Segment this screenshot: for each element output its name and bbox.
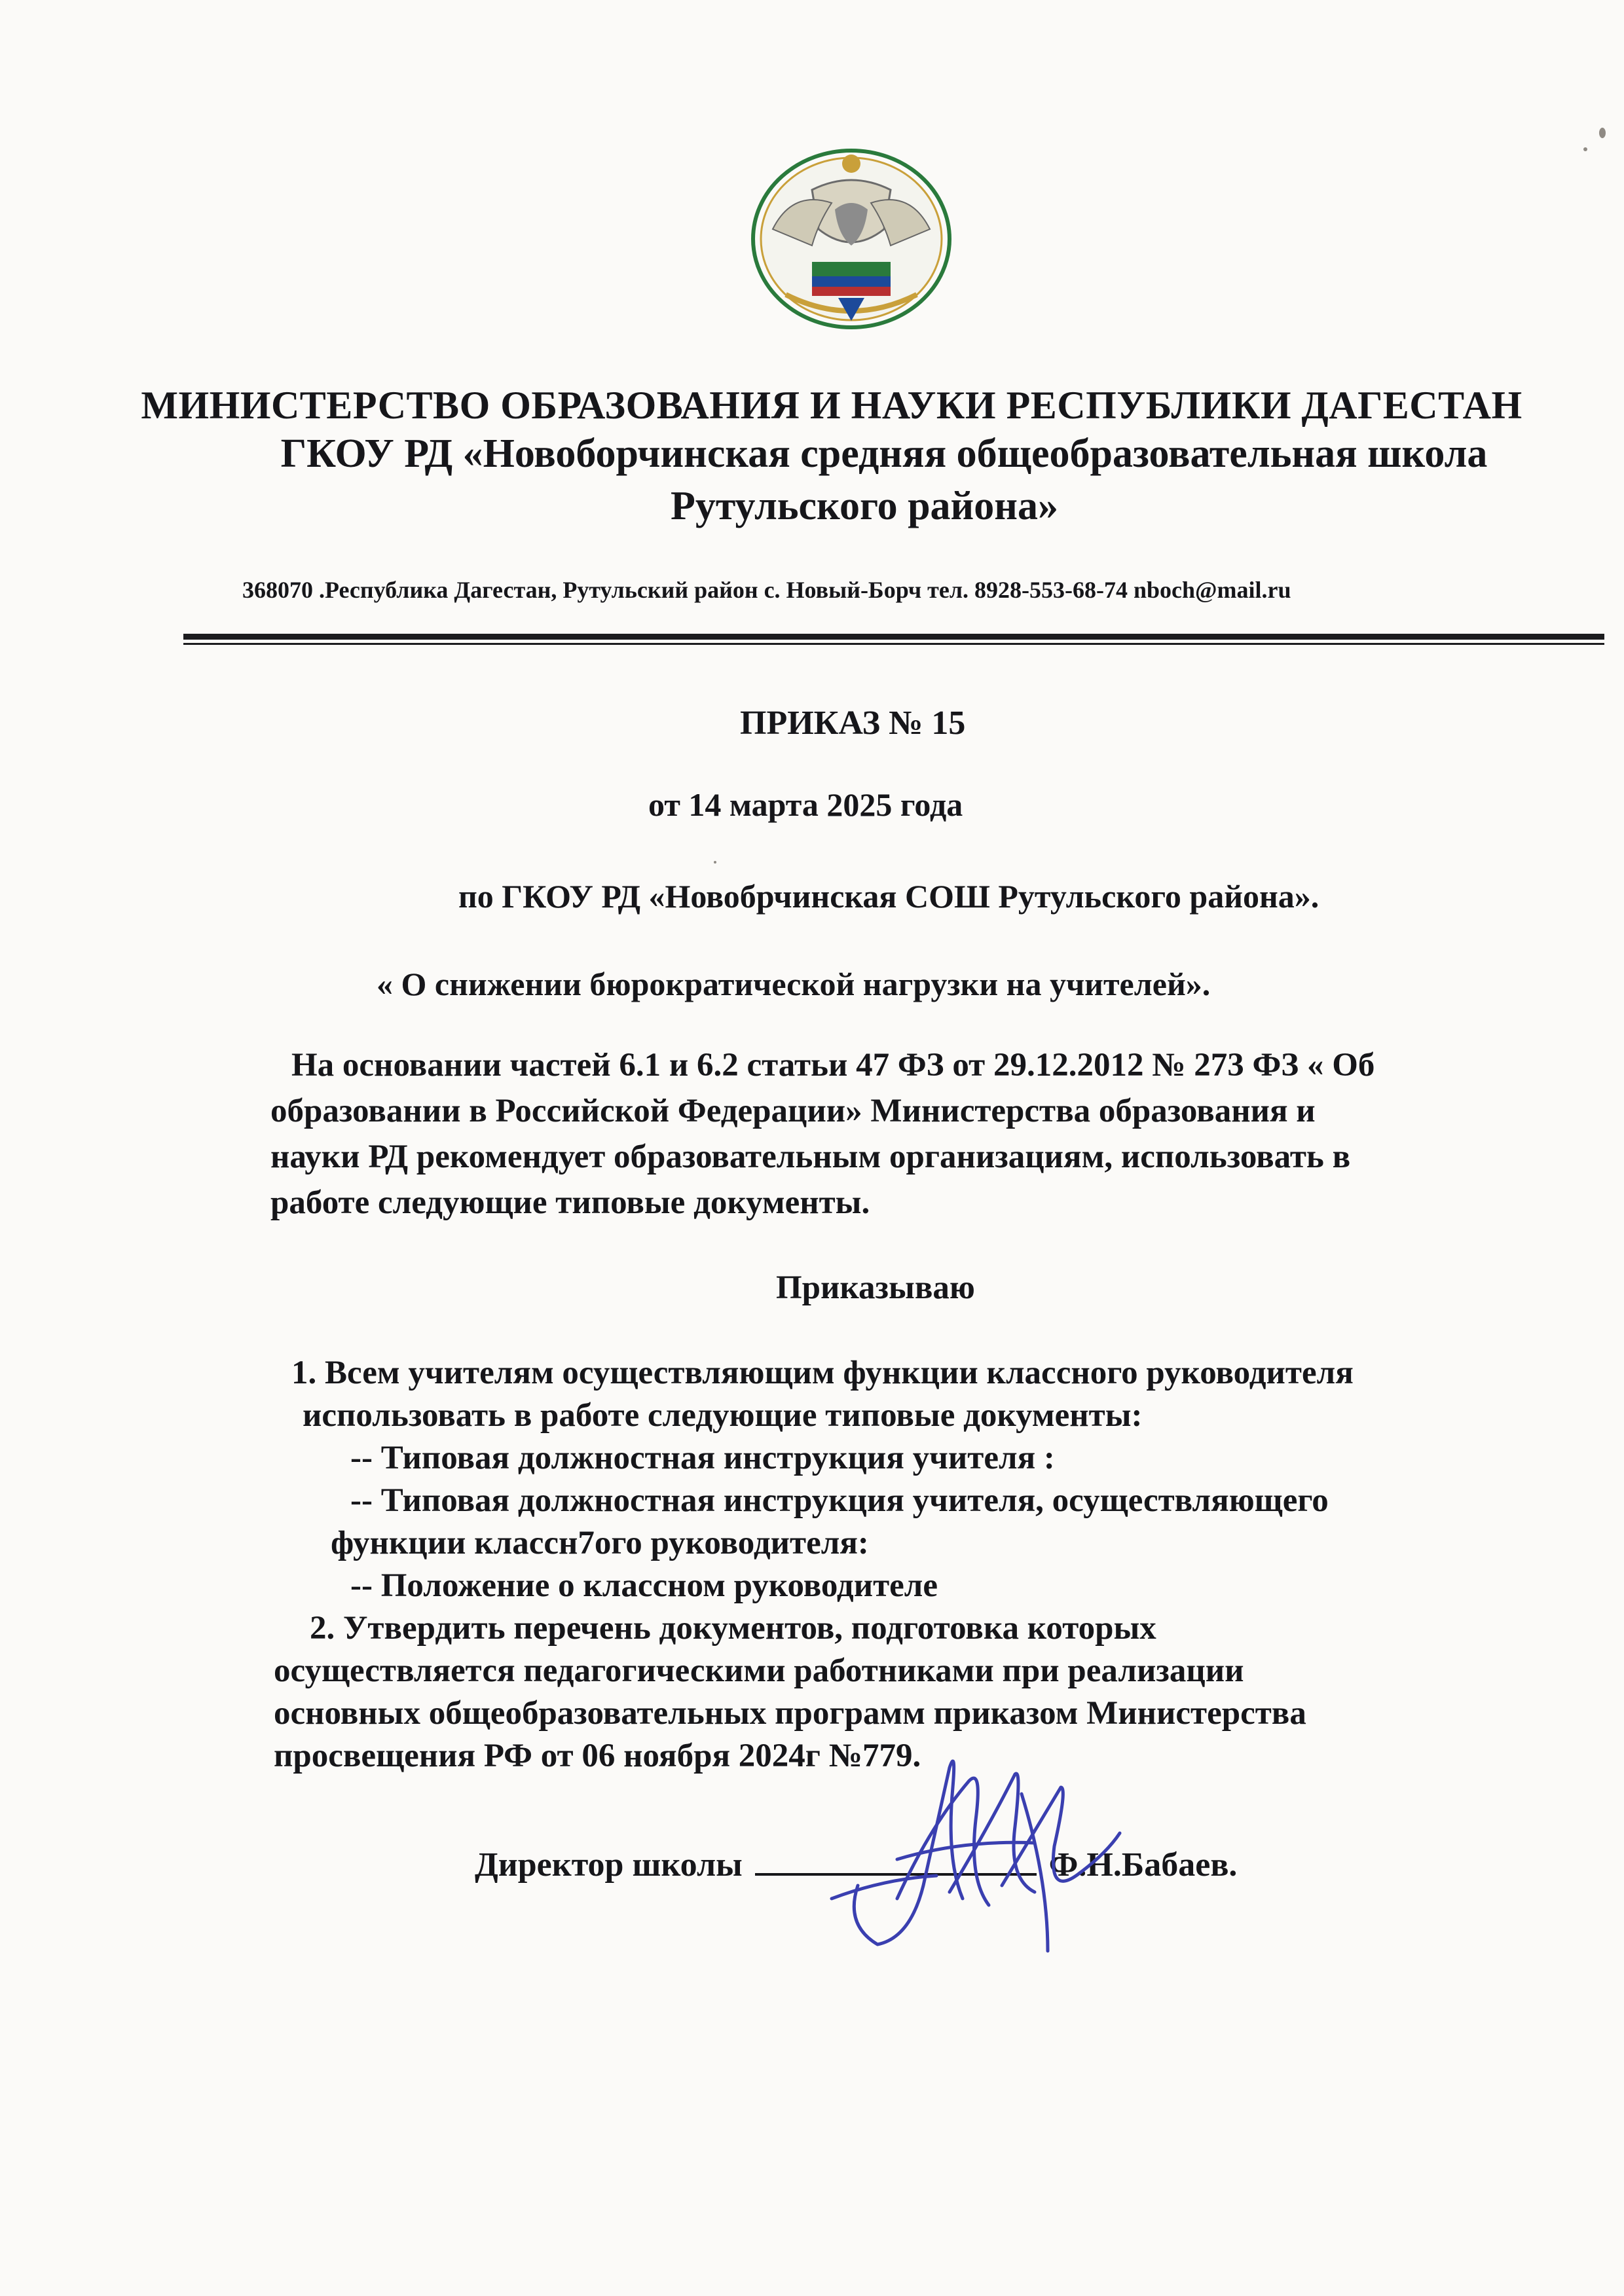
list-item: просвещения РФ от 06 ноября 2024г №779. [274, 1738, 921, 1774]
list-item: -- Типовая должностная инструкция учителя, осуществляющего [350, 1482, 1329, 1519]
list-item: -- Типовая должностная инструкция учителя : [350, 1440, 1055, 1476]
scan-speck [1599, 128, 1606, 138]
list-item: использовать в работе следующие типовые документы: [303, 1397, 1143, 1434]
scan-speck [714, 861, 716, 864]
school-address: 368070 .Республика Дагестан, Рутульский район с. Новый-Борч тел. 8928-553-68-74 nboch@mail.ru [242, 577, 1291, 603]
header-divider-thin [183, 643, 1604, 645]
director-title: Директор школы [475, 1846, 743, 1884]
school-name-line1: ГКОУ РД «Новоборчинская средняя общеобразовательная школа [280, 431, 1488, 476]
paragraph-line: образовании в Российской Федерации» Министерства образования и [270, 1093, 1316, 1129]
list-item: -- Положение о классном руководителе [350, 1567, 938, 1604]
order-subject: « О снижении бюрократической нагрузки на учителей». [377, 966, 1211, 1002]
paragraph-line: На основании частей 6.1 и 6.2 статьи 47 ФЗ от 29.12.2012 № 273 ФЗ « Об [291, 1047, 1375, 1084]
list-item: основных общеобразовательных программ приказом Министерства [274, 1695, 1306, 1732]
list-item: осуществляется педагогическими работниками при реализации [274, 1652, 1244, 1689]
list-item: 2. Утвердить перечень документов, подготовка которых [310, 1610, 1156, 1647]
decree-word: Приказываю [776, 1269, 975, 1306]
order-number: ПРИКАЗ № 15 [740, 704, 966, 742]
header-divider-thick [183, 634, 1604, 640]
paragraph-line: науки РД рекомендует образовательным организациям, использовать в [270, 1139, 1351, 1175]
school-name-line2: Рутульского района» [671, 484, 1058, 528]
order-date: от 14 марта 2025 года [648, 786, 963, 823]
handwritten-signature [819, 1728, 1133, 1977]
director-name: Ф.Н.Бабаев. [1048, 1846, 1238, 1884]
paragraph-line: работе следующие типовые документы. [270, 1184, 870, 1221]
list-item: функции классн7ого руководителя: [331, 1525, 869, 1561]
order-organization: по ГКОУ РД «Новобрчинская СОШ Рутульского района». [458, 878, 1320, 915]
list-item: 1. Всем учителям осуществляющим функции классного руководителя [291, 1355, 1354, 1391]
scan-speck [1583, 147, 1587, 151]
coat-of-arms-emblem [733, 131, 969, 334]
ministry-title: МИНИСТЕРСТВО ОБРАЗОВАНИЯ И НАУКИ РЕСПУБЛИКИ ДАГЕСТАН [141, 384, 1522, 427]
